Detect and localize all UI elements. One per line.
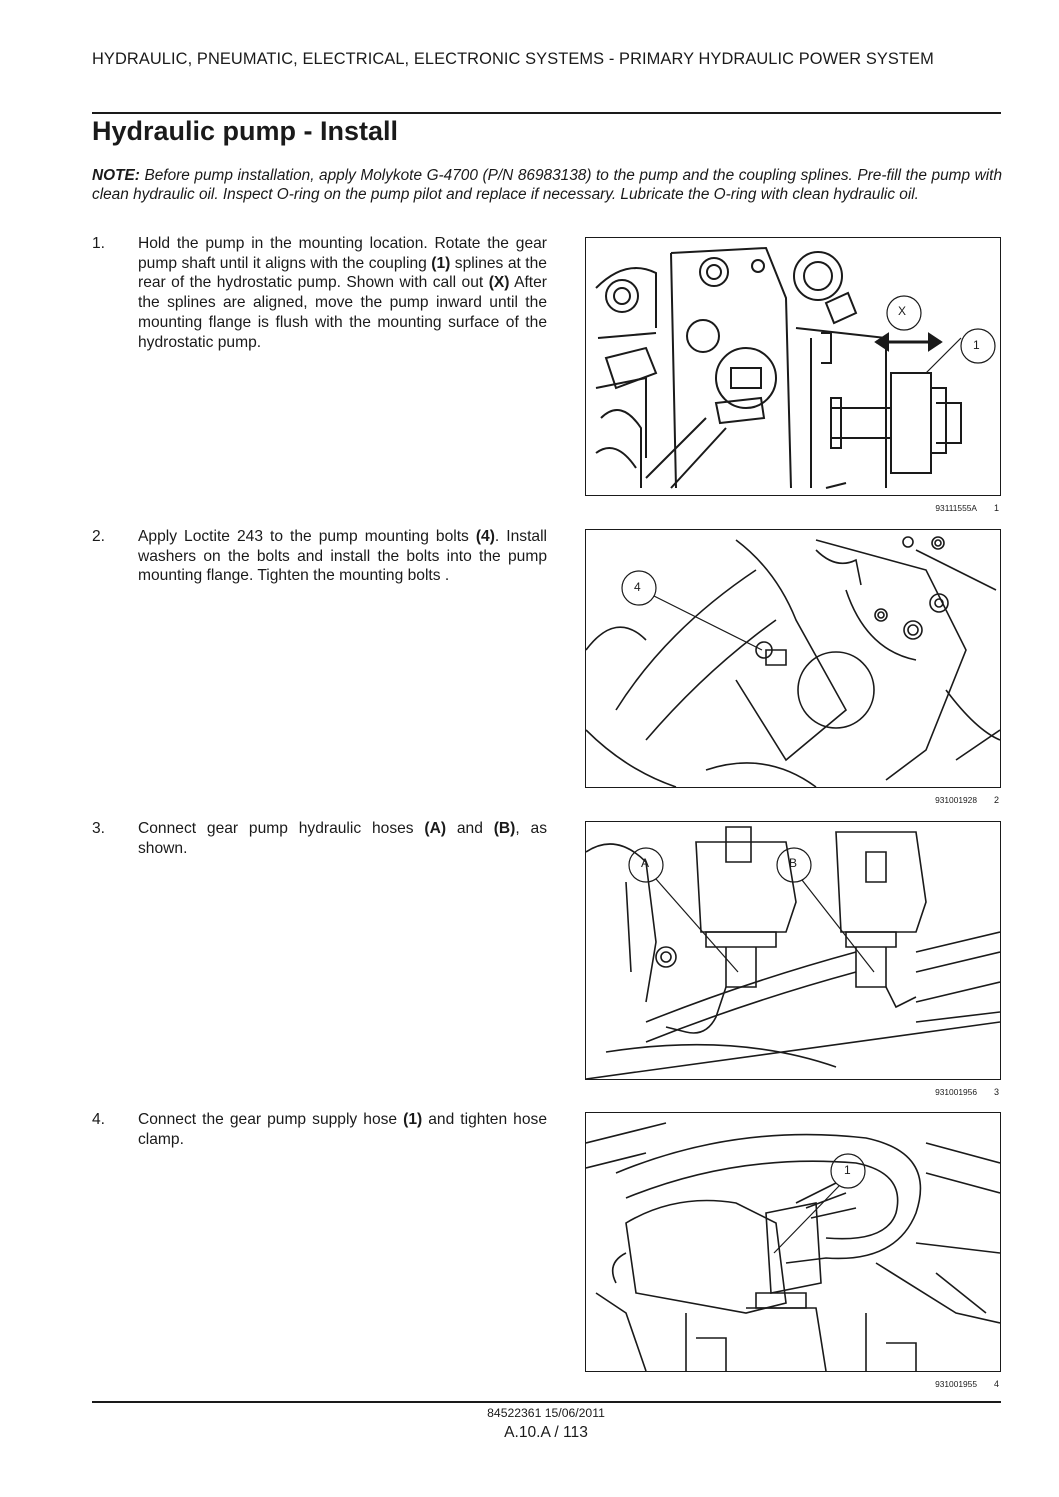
callout-ref: (X) [488, 274, 510, 292]
figure-number: 3 [993, 1087, 999, 1097]
callout-b: B [789, 856, 798, 870]
figure-id: 931001928 [935, 795, 977, 805]
step-text [138, 234, 547, 352]
footer-page-number: A.10.A / 113 [504, 1424, 588, 1441]
callout-ref: (B) [493, 820, 516, 837]
figure-number: 4 [993, 1379, 999, 1389]
figure-4-illustration [585, 1112, 1001, 1372]
callout-ref: (4) [475, 528, 495, 545]
step-text-part: splines at the rear of the hydrostatic pump. Shown with call out [138, 254, 547, 292]
step-text [138, 527, 547, 586]
footer-doc-id: 84522361 15/06/2011 [487, 1406, 605, 1420]
callout-ref: (1) [403, 1111, 423, 1128]
figure-id: 93111555A [935, 503, 977, 513]
step-text-part: After the splines are aligned, move the pump inward until the mounting flange is flush with the mounting surface of the hydrostatic pump. [138, 274, 548, 351]
step-number: 2. [92, 528, 106, 545]
figure-4-caption [585, 1379, 1001, 1391]
figure-id: 931001956 [935, 1087, 977, 1097]
step-text-part: and tighten hose clamp. [138, 1111, 547, 1148]
step-number: 3. [92, 820, 106, 837]
figure-1-caption [585, 503, 1001, 515]
page-title: Hydraulic pump - Install [92, 116, 399, 146]
callout-ref: (A) [424, 820, 447, 837]
step-text-part: Hold the pump in the mounting location. Rotate the gear pump shaft until it aligns with the coupling [138, 235, 547, 272]
step-number: 4. [92, 1111, 106, 1128]
callout-x: X [898, 304, 907, 318]
callout-4: 4 [634, 580, 641, 594]
callout-1-fig4: 1 [844, 1163, 851, 1177]
note-text: Before pump installation, apply Molykote G-4700 (P/N 86983138) to the pump and the coupling splines. Pre-fill the pump with clean hydraulic oil. Inspect O-ring on the pump pilot and replace if necessary. Lubricate the O-ring with clean hydraulic oil. [92, 167, 1002, 204]
callout-1: 1 [973, 338, 980, 352]
step-text [138, 819, 547, 858]
figure-1-illustration [585, 237, 1001, 496]
footer-rule [92, 1401, 1001, 1403]
note-label: NOTE: [92, 167, 140, 184]
figure-number: 2 [993, 795, 999, 805]
note-paragraph [92, 166, 1002, 205]
step-text-part: Connect gear pump hydraulic hoses [138, 820, 425, 837]
figure-id: 931001955 [935, 1379, 977, 1389]
figure-2-illustration [585, 529, 1001, 788]
step-text-part: Apply Loctite 243 to the pump mounting bolts [138, 528, 476, 545]
step-text-part: . Install washers on the bolts and install the bolts into the pump mounting flange. Tighten the mounting bolts . [138, 528, 548, 585]
step-text [138, 1110, 547, 1149]
figure-3-caption [585, 1087, 1001, 1099]
figure-number: 1 [993, 503, 999, 513]
figure-2-caption [585, 795, 1001, 807]
header-rule [92, 112, 1001, 114]
running-header: HYDRAULIC, PNEUMATIC, ELECTRICAL, ELECTRONIC SYSTEMS - PRIMARY HYDRAULIC POWER SYSTEM [92, 50, 934, 68]
callout-ref: (1) [431, 254, 451, 272]
step-text-part: Connect the gear pump supply hose [138, 1111, 404, 1128]
step-text-part: , as shown. [138, 820, 547, 857]
step-text-part: and [446, 820, 494, 837]
step-number: 1. [92, 235, 106, 252]
callout-a: A [641, 856, 650, 870]
